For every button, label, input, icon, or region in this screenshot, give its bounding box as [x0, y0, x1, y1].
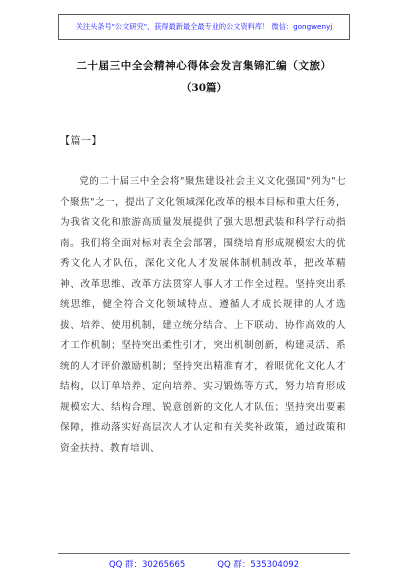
document-subtitle: （30篇） [180, 82, 228, 94]
footer-qq-group-1: QQ 群：30265665 [108, 560, 186, 570]
footer [0, 558, 408, 570]
promo-banner-text: 关注头条号"公文研究"，获得最新最全最专业的公文资料库！ 微信：gongwenyj [75, 22, 333, 31]
footer-divider [58, 553, 350, 554]
body-paragraph: 党的二十届三中全会将"聚焦建设社会主义文化强国"列为"七个聚焦"之一，提出了文化领域深化改革的根本目标和重大任务，为我省文化和旅游高质量发展提供了强大思想武装和科学行动指南。我们将全面对标对表全会部署，围绕培育形成规模宏大的优秀文化人才队伍，深化文化人才发展体制机制改革，把改革精神、改革思维、改革方法贯穿人事人才工作全过程。坚持突出系统思维，健全符合文化领域特点、遵循人才成长规律的人才选拔、培养、使用机制，建立统分结合、上下联动、协作高效的人才工作机制；坚持突出柔性引才，突出机制创新，构建灵活、系统的人才评价激励机制；坚持突出精准育才，着眼优化文化人才结构，以订单培养、定向培养、实习锻炼等方式，努力培育形成规模宏大、结构合理、锐意创新的文化人才队伍；坚持突出要素保障，推动落实好高层次人才认定和有关奖补政策，通过政策和资金扶持、教育培训、 [60, 176, 346, 454]
section-label: 【篇一】 [60, 136, 102, 147]
document-title: 二十届三中全会精神心得体会发言集锦汇编（文旅） [76, 60, 332, 72]
promo-banner [58, 14, 350, 40]
footer-qq-group-2: QQ 群：535304092 [217, 560, 300, 570]
